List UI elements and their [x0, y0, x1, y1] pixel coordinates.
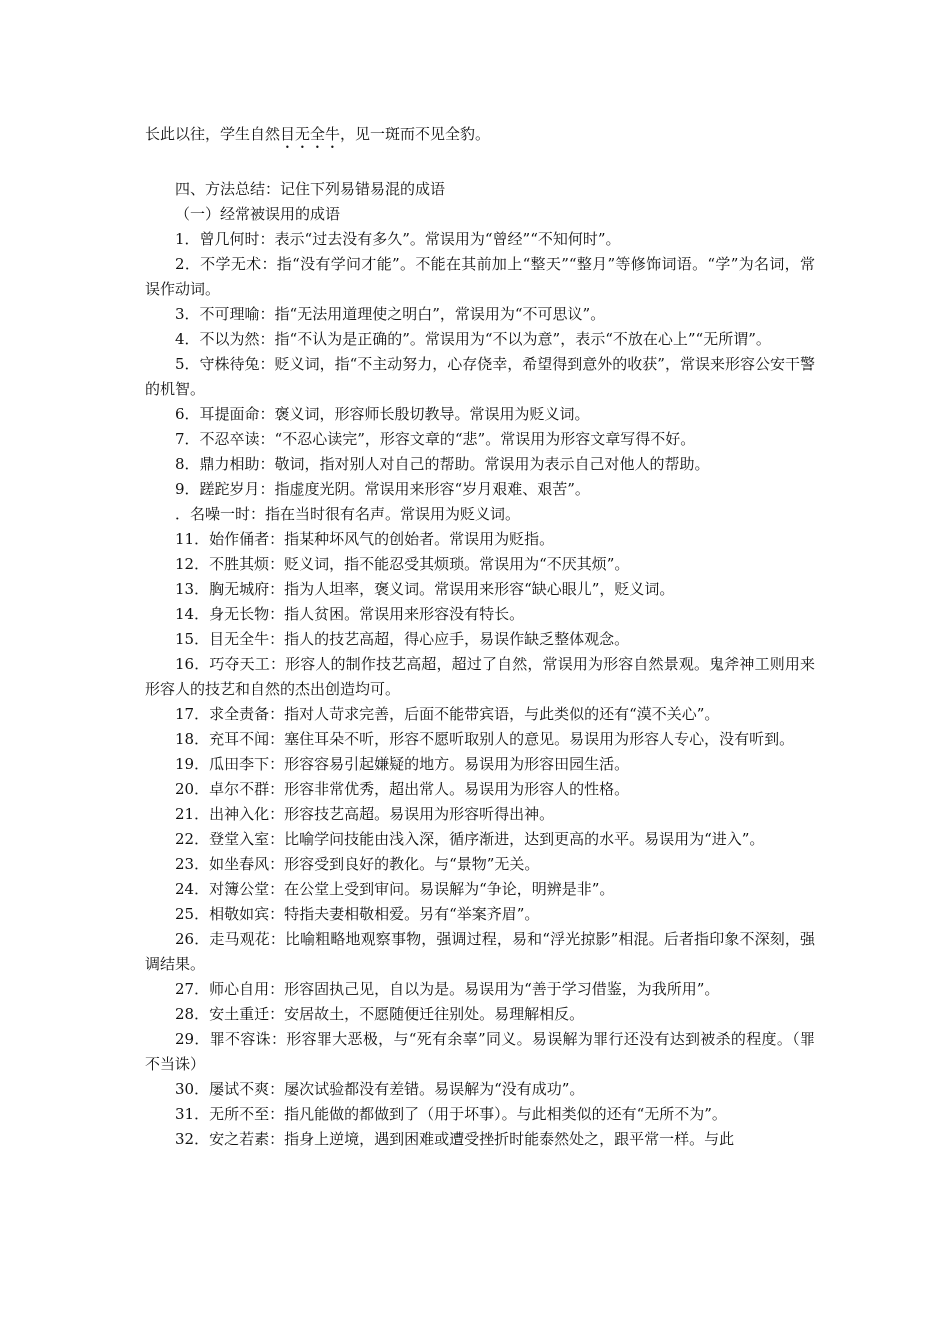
idiom-item: 11．始作俑者：指某种坏风气的创始者。常误用为贬指。 [175, 530, 555, 548]
idiom-item: ．名噪一时：指在当时很有名声。常误用为贬义词。 [175, 505, 521, 523]
intro-text-post: ，见一斑而不见全豹。 [340, 125, 491, 143]
idiom-item: 6．耳提面命：褒义词，形容师长殷切教导。常误用为贬义词。 [175, 405, 590, 423]
idiom-item: 2．不学无术：指“没有学问才能”。不能在其前加上“整天”“整月”等修饰词语。“学”为名词，常误作动词。 [145, 255, 815, 298]
idiom-item: 3．不可理喻：指“无法用道理使之明白”，常误用为“不可思议”。 [175, 305, 606, 323]
idiom-item: 31．无所不至：指凡能做的都做到了（用于坏事）。与此相类似的还有“无所不为”。 [175, 1105, 727, 1123]
idiom-item: 27．师心自用：形容固执己见，自以为是。易误用为“善于学习借鉴，为我所用”。 [175, 980, 720, 998]
idiom-list [145, 227, 815, 1152]
idiom-item: 18．充耳不闻：塞住耳朵不听，形容不愿听取别人的意见。易误用为形容人专心，没有听到。 [175, 730, 795, 748]
idiom-item: 29．罪不容诛：形容罪大恶极，与“死有余辜”同义。易误解为罪行还没有达到被杀的程度。（罪不当诛） [145, 1030, 815, 1073]
idiom-item: 25．相敬如宾：特指夫妻相敬相爱。另有“举案齐眉”。 [175, 905, 540, 923]
idiom-item: 15．目无全牛：指人的技艺高超，得心应手，易误作缺乏整体观念。 [175, 630, 630, 648]
idiom-item: 1．曾几何时：表示“过去没有多久”。常误用为“曾经”“不知何时”。 [175, 230, 621, 248]
intro-paragraph [145, 122, 815, 152]
idiom-item: 32．安之若素：指身上逆境，遇到困难或遭受挫折时能泰然处之，跟平常一样。与此 [175, 1130, 735, 1148]
idiom-item: 12．不胜其烦：贬义词，指不能忍受其烦琐。常误用为“不厌其烦”。 [175, 555, 630, 573]
spacer [145, 152, 815, 177]
idiom-item: 9．蹉跎岁月：指虚度光阴。常误用来形容“岁月艰难、艰苦”。 [175, 480, 590, 498]
idiom-item: 21．出神入化：形容技艺高超。易误用为形容听得出神。 [175, 805, 555, 823]
document-body [145, 122, 815, 1152]
subsection-title: （一）经常被误用的成语 [175, 205, 341, 223]
idiom-item: 16．巧夺天工：形容人的制作技艺高超，超过了自然，常误用为形容自然景观。鬼斧神工则用来形容人的技艺和自然的杰出创造均可。 [145, 655, 815, 698]
idiom-item: 7．不忍卒读：“不忍心读完”，形容文章的“悲”。常误用为形容文章写得不好。 [175, 430, 696, 448]
idiom-item: 5．守株待兔：贬义词，指“不主动努力，心存侥幸，希望得到意外的收获”，常误来形容公安干警的机智。 [145, 355, 815, 398]
idiom-item: 24．对簿公堂：在公堂上受到审问。易误解为“争论，明辨是非”。 [175, 880, 615, 898]
idiom-item: 14．身无长物：指人贫困。常误用来形容没有特长。 [175, 605, 525, 623]
idiom-item: 30．屡试不爽：屡次试验都没有差错。易误解为“没有成功”。 [175, 1080, 585, 1098]
idiom-item: 23．如坐春风：形容受到良好的教化。与“景物”无关。 [175, 855, 540, 873]
intro-emphasis: 目无全牛 [280, 125, 341, 143]
intro-text-pre: 长此以往，学生自然 [145, 125, 281, 143]
section-title: 四、方法总结：记住下列易错易混的成语 [175, 180, 446, 198]
idiom-item: 4．不以为然：指“不认为是正确的”。常误用为“不以为意”，表示“不放在心上”“无所谓”。 [175, 330, 771, 348]
idiom-item: 28．安土重迁：安居故土，不愿随便迁往别处。易理解相反。 [175, 1005, 585, 1023]
idiom-item: 22．登堂入室：比喻学问技能由浅入深，循序渐进，达到更高的水平。易误用为“进入”。 [175, 830, 765, 848]
idiom-item: 13．胸无城府：指为人坦率，褒义词。常误用来形容“缺心眼儿”，贬义词。 [175, 580, 675, 598]
idiom-item: 19．瓜田李下：形容容易引起嫌疑的地方。易误用为形容田园生活。 [175, 755, 630, 773]
idiom-item: 26．走马观花：比喻粗略地观察事物，强调过程，易和“浮光掠影”相混。后者指印象不深刻，强调结果。 [145, 930, 815, 973]
idiom-item: 17．求全责备：指对人苛求完善，后面不能带宾语，与此类似的还有“漠不关心”。 [175, 705, 720, 723]
idiom-item: 20．卓尔不群：形容非常优秀，超出常人。易误用为形容人的性格。 [175, 780, 630, 798]
idiom-item: 8．鼎力相助：敬词，指对别人对自己的帮助。常误用为表示自己对他人的帮助。 [175, 455, 710, 473]
